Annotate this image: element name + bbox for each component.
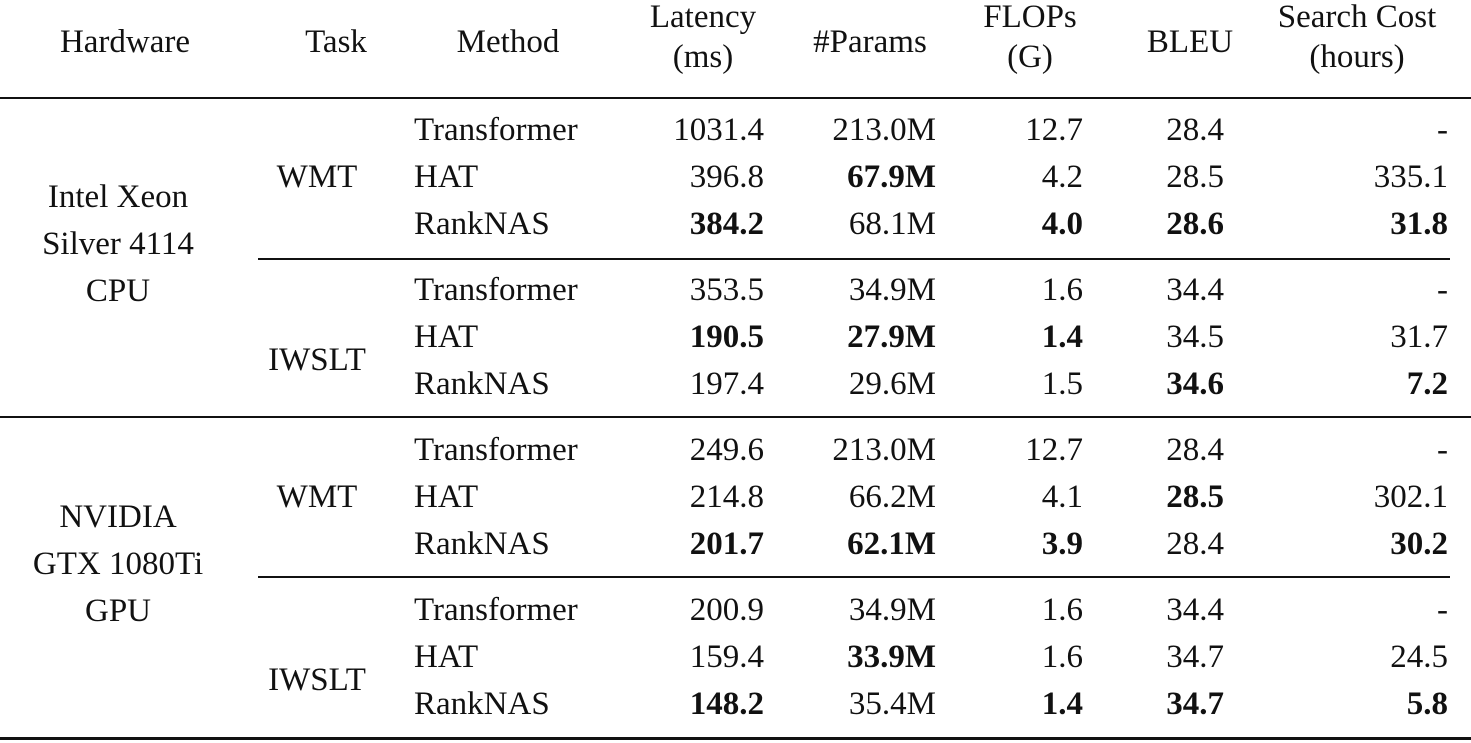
search-cost-cell: 335.1 bbox=[1373, 159, 1448, 195]
search-cost-cell: 31.7 bbox=[1390, 319, 1448, 355]
header-flops-line1: FLOPs bbox=[983, 0, 1077, 35]
bleu-cell: 34.4 bbox=[1166, 592, 1224, 628]
flops-cell: 1.4 bbox=[1041, 686, 1083, 722]
flops-cell: 1.6 bbox=[1041, 592, 1083, 628]
bleu-cell: 28.5 bbox=[1166, 159, 1224, 195]
method-cell: RankNAS bbox=[414, 206, 550, 242]
method-cell: HAT bbox=[414, 319, 479, 355]
latency-cell: 200.9 bbox=[689, 592, 764, 628]
bleu-cell: 28.4 bbox=[1166, 526, 1224, 562]
flops-cell: 12.7 bbox=[1025, 112, 1083, 148]
flops-cell: 4.1 bbox=[1041, 479, 1083, 515]
bleu-cell: 28.5 bbox=[1166, 479, 1224, 515]
latency-cell: 201.7 bbox=[689, 526, 764, 562]
header-hardware: Hardware bbox=[59, 24, 191, 60]
params-cell: 213.0M bbox=[832, 112, 936, 148]
hardware-label: GTX 1080Ti bbox=[32, 546, 204, 582]
task-divider-cpu bbox=[258, 258, 1450, 260]
header-rule bbox=[0, 97, 1471, 99]
method-cell: Transformer bbox=[414, 432, 578, 468]
task-label: IWSLT bbox=[268, 342, 366, 378]
latency-cell: 353.5 bbox=[689, 272, 764, 308]
header-method: Method bbox=[456, 24, 560, 60]
header-task: Task bbox=[305, 24, 367, 60]
task-label: WMT bbox=[276, 479, 358, 515]
method-cell: RankNAS bbox=[414, 686, 550, 722]
bleu-cell: 34.4 bbox=[1166, 272, 1224, 308]
bottom-rule bbox=[0, 737, 1471, 740]
header-latency-line1: Latency bbox=[649, 0, 757, 35]
flops-cell: 4.0 bbox=[1041, 206, 1083, 242]
method-cell: Transformer bbox=[414, 272, 578, 308]
method-cell: HAT bbox=[414, 159, 479, 195]
header-search-cost-line2: (hours) bbox=[1309, 39, 1405, 75]
bleu-cell: 34.7 bbox=[1166, 686, 1224, 722]
params-cell: 67.9M bbox=[847, 159, 936, 195]
header-bleu: BLEU bbox=[1146, 24, 1234, 60]
header-latency-line2: (ms) bbox=[672, 39, 734, 75]
bleu-cell: 28.4 bbox=[1166, 112, 1224, 148]
method-cell: HAT bbox=[414, 479, 479, 515]
hardware-label: Intel Xeon bbox=[47, 179, 189, 215]
latency-cell: 159.4 bbox=[689, 639, 764, 675]
search-cost-cell: - bbox=[1437, 112, 1448, 148]
task-label: IWSLT bbox=[268, 662, 366, 698]
flops-cell: 4.2 bbox=[1041, 159, 1083, 195]
flops-cell: 1.6 bbox=[1041, 272, 1083, 308]
latency-cell: 190.5 bbox=[689, 319, 764, 355]
header-search-cost bbox=[1278, 0, 1437, 77]
latency-cell: 214.8 bbox=[689, 479, 764, 515]
method-cell: HAT bbox=[414, 639, 479, 675]
bleu-cell: 34.7 bbox=[1166, 639, 1224, 675]
method-cell: RankNAS bbox=[414, 526, 550, 562]
search-cost-cell: 24.5 bbox=[1390, 639, 1448, 675]
group-divider bbox=[0, 416, 1471, 418]
params-cell: 66.2M bbox=[848, 479, 936, 515]
search-cost-cell: 5.8 bbox=[1406, 686, 1448, 722]
bleu-cell: 34.6 bbox=[1166, 366, 1224, 402]
params-cell: 33.9M bbox=[847, 639, 936, 675]
params-cell: 29.6M bbox=[848, 366, 936, 402]
flops-cell: 1.4 bbox=[1041, 319, 1083, 355]
bleu-cell: 34.5 bbox=[1166, 319, 1224, 355]
search-cost-cell: 30.2 bbox=[1390, 526, 1448, 562]
search-cost-cell: - bbox=[1437, 592, 1448, 628]
flops-cell: 3.9 bbox=[1041, 526, 1083, 562]
flops-cell: 1.6 bbox=[1041, 639, 1083, 675]
search-cost-cell: 31.8 bbox=[1390, 206, 1448, 242]
header-search-cost-line1: Search Cost bbox=[1277, 0, 1437, 35]
method-cell: Transformer bbox=[414, 592, 578, 628]
hardware-label: NVIDIA bbox=[59, 499, 177, 535]
bleu-cell: 28.6 bbox=[1166, 206, 1224, 242]
params-cell: 62.1M bbox=[847, 526, 936, 562]
header-params: #Params bbox=[813, 24, 927, 60]
params-cell: 213.0M bbox=[832, 432, 936, 468]
hardware-label: Silver 4114 bbox=[42, 226, 194, 262]
hardware-label: GPU bbox=[84, 593, 152, 629]
latency-cell: 1031.4 bbox=[673, 112, 764, 148]
flops-cell: 12.7 bbox=[1025, 432, 1083, 468]
latency-cell: 384.2 bbox=[689, 206, 764, 242]
latency-cell: 396.8 bbox=[689, 159, 764, 195]
params-cell: 34.9M bbox=[848, 592, 936, 628]
flops-cell: 1.5 bbox=[1041, 366, 1083, 402]
latency-cell: 197.4 bbox=[689, 366, 764, 402]
header-latency bbox=[650, 0, 756, 77]
hardware-label: CPU bbox=[85, 273, 151, 309]
search-cost-cell: 302.1 bbox=[1373, 479, 1448, 515]
params-cell: 68.1M bbox=[848, 206, 936, 242]
task-divider-gpu bbox=[258, 576, 1450, 578]
method-cell: RankNAS bbox=[414, 366, 550, 402]
latency-cell: 148.2 bbox=[689, 686, 764, 722]
header-flops bbox=[983, 0, 1077, 77]
latency-cell: 249.6 bbox=[689, 432, 764, 468]
search-cost-cell: 7.2 bbox=[1406, 366, 1448, 402]
params-cell: 35.4M bbox=[848, 686, 936, 722]
method-cell: Transformer bbox=[414, 112, 578, 148]
task-label: WMT bbox=[276, 159, 358, 195]
search-cost-cell: - bbox=[1437, 272, 1448, 308]
params-cell: 27.9M bbox=[847, 319, 936, 355]
search-cost-cell: - bbox=[1437, 432, 1448, 468]
params-cell: 34.9M bbox=[848, 272, 936, 308]
bleu-cell: 28.4 bbox=[1166, 432, 1224, 468]
header-flops-line2: (G) bbox=[1007, 39, 1053, 75]
